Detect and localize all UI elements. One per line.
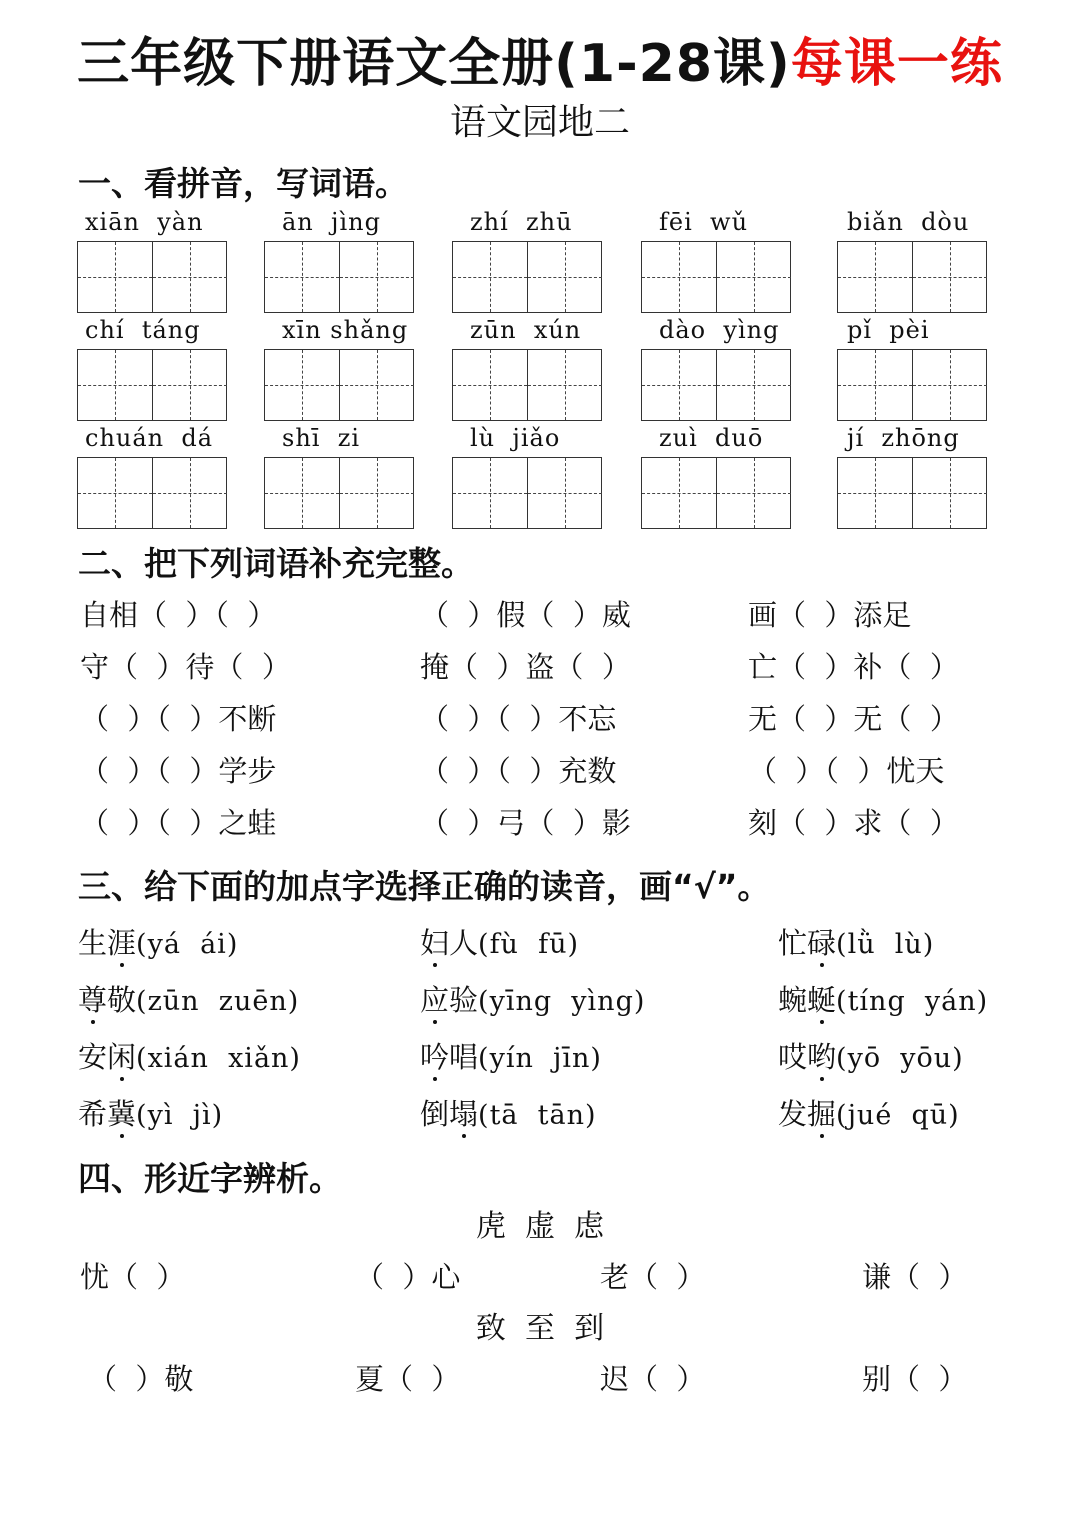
pinyin-options[interactable]: (xián xiǎn) [136, 1043, 301, 1074]
pinyin-prompt: zuì duō [659, 424, 764, 452]
writing-cell[interactable] [642, 242, 716, 312]
guide-line-horizontal [265, 493, 339, 494]
guide-line-horizontal [838, 493, 912, 494]
guide-line-horizontal [453, 277, 527, 278]
tianzige-writing-box[interactable] [641, 241, 791, 313]
guide-line-horizontal [453, 385, 527, 386]
tianzige-writing-box[interactable] [837, 241, 987, 313]
writing-cell[interactable] [453, 242, 527, 312]
pinyin-prompt: ān jìng [282, 208, 381, 236]
writing-cell[interactable] [78, 350, 152, 420]
writing-cell[interactable] [838, 350, 912, 420]
writing-cell[interactable] [912, 242, 987, 312]
pronunciation-item[interactable] [78, 1096, 223, 1134]
writing-cell[interactable] [527, 458, 602, 528]
guide-line-horizontal [78, 493, 152, 494]
page-subtitle: 语文园地二 [449, 102, 630, 143]
similar-char-fill[interactable]: 别（ ） [862, 1362, 968, 1396]
pronunciation-item[interactable] [778, 1039, 964, 1077]
guide-line-horizontal [153, 493, 227, 494]
guide-line-horizontal [340, 493, 414, 494]
writing-cell[interactable] [265, 350, 339, 420]
idiom-fill-item[interactable]: （ ）（ ）不断 [80, 702, 277, 736]
character: 敬 [107, 983, 137, 1017]
guide-line-horizontal [265, 385, 339, 386]
guide-line-horizontal [340, 277, 414, 278]
pronunciation-item[interactable] [420, 982, 645, 1020]
guide-line-horizontal [528, 385, 602, 386]
dotted-character: 尊 [78, 983, 108, 1017]
pinyin-options[interactable]: (jué qū) [836, 1100, 960, 1131]
character: 安 [78, 1040, 108, 1074]
tianzige-writing-box[interactable] [641, 349, 791, 421]
writing-cell[interactable] [78, 242, 152, 312]
dotted-character: 闲 [107, 1040, 137, 1074]
title-main: 三年级下册语文全册(1-28课) [77, 34, 791, 94]
pinyin-options[interactable]: (yá ái) [136, 929, 239, 960]
writing-cell[interactable] [78, 458, 152, 528]
pronunciation-item[interactable] [78, 925, 238, 963]
dotted-character: 哟 [807, 1040, 837, 1074]
idiom-fill-item[interactable]: 画（ ）添足 [748, 598, 912, 632]
pinyin-prompt: dào yìng [659, 316, 780, 344]
tianzige-writing-box[interactable] [641, 457, 791, 529]
pinyin-options[interactable]: (lǜ lù) [836, 929, 935, 960]
writing-cell[interactable] [716, 458, 791, 528]
character: 忙 [778, 926, 808, 960]
idiom-fill-item[interactable]: 掩（ ）盗（ ） [420, 650, 631, 684]
pinyin-options[interactable]: (zūn zuēn) [136, 986, 300, 1017]
pronunciation-item[interactable] [78, 1039, 301, 1077]
pinyin-options[interactable]: (tā tān) [478, 1100, 597, 1131]
pinyin-prompt: pǐ pèi [847, 316, 930, 344]
writing-cell[interactable] [716, 242, 791, 312]
guide-line-horizontal [838, 277, 912, 278]
writing-cell[interactable] [339, 242, 414, 312]
writing-cell[interactable] [642, 458, 716, 528]
tianzige-writing-box[interactable] [77, 241, 227, 313]
pinyin-prompt: zūn xún [470, 316, 582, 344]
guide-line-horizontal [153, 277, 227, 278]
writing-cell[interactable] [152, 350, 227, 420]
guide-line-horizontal [528, 277, 602, 278]
dotted-character: 掘 [807, 1097, 837, 1131]
writing-cell[interactable] [838, 242, 912, 312]
char-group-2: 致 至 到 [475, 1311, 605, 1346]
dotted-character: 妇 [420, 926, 450, 960]
pronunciation-item[interactable] [778, 925, 934, 963]
guide-line-horizontal [642, 493, 716, 494]
writing-cell[interactable] [912, 458, 987, 528]
guide-line-horizontal [528, 493, 602, 494]
character: 发 [778, 1097, 808, 1131]
similar-char-fill[interactable]: 谦（ ） [862, 1260, 968, 1294]
pronunciation-item[interactable] [778, 1096, 960, 1134]
guide-line-horizontal [453, 493, 527, 494]
tianzige-writing-box[interactable] [264, 241, 414, 313]
guide-line-horizontal [913, 277, 987, 278]
title-accent: 每课一练 [790, 34, 1003, 94]
pinyin-prompt: fēi wǔ [659, 208, 749, 236]
idiom-fill-item[interactable]: （ ）（ ）学步 [80, 754, 277, 788]
guide-line-horizontal [838, 385, 912, 386]
dotted-character: 冀 [107, 1097, 137, 1131]
pinyin-options[interactable]: (yín jīn) [478, 1043, 602, 1074]
similar-char-fill[interactable]: （ ）心 [355, 1260, 461, 1294]
character: 哎 [778, 1040, 808, 1074]
guide-line-horizontal [153, 385, 227, 386]
idiom-fill-item[interactable]: （ ）假（ ）威 [420, 598, 631, 632]
guide-line-horizontal [913, 385, 987, 386]
writing-cell[interactable] [642, 350, 716, 420]
section-4-heading: 四、形近字辨析。 [78, 1159, 342, 1198]
tianzige-writing-box[interactable] [837, 457, 987, 529]
writing-cell[interactable] [152, 458, 227, 528]
writing-cell[interactable] [838, 458, 912, 528]
guide-line-horizontal [717, 385, 791, 386]
guide-line-horizontal [717, 277, 791, 278]
writing-cell[interactable] [339, 350, 414, 420]
pronunciation-item[interactable] [78, 982, 299, 1020]
writing-cell[interactable] [453, 458, 527, 528]
character: 生 [78, 926, 108, 960]
writing-cell[interactable] [339, 458, 414, 528]
guide-line-horizontal [78, 277, 152, 278]
idiom-fill-item[interactable]: （ ）（ ）不忘 [420, 702, 617, 736]
pronunciation-item[interactable] [420, 1039, 602, 1077]
pinyin-prompt: biǎn dòu [847, 208, 970, 236]
pinyin-options[interactable]: (tíng yán) [836, 986, 989, 1017]
page-title [0, 28, 1080, 100]
guide-line-horizontal [913, 493, 987, 494]
writing-cell[interactable] [265, 242, 339, 312]
idiom-fill-item[interactable]: 刻（ ）求（ ） [748, 806, 959, 840]
similar-char-fill[interactable]: 迟（ ） [600, 1362, 706, 1396]
idiom-fill-item[interactable]: （ ）（ ）充数 [420, 754, 617, 788]
section-1-heading: 一、看拼音，写词语。 [78, 164, 408, 203]
guide-line-horizontal [265, 277, 339, 278]
tianzige-writing-box[interactable] [837, 349, 987, 421]
pinyin-options[interactable]: (yō yōu) [836, 1043, 964, 1074]
pronunciation-item[interactable] [778, 982, 988, 1020]
writing-cell[interactable] [716, 350, 791, 420]
idiom-fill-item[interactable]: 亡（ ）补（ ） [748, 650, 959, 684]
character: 蜿 [778, 983, 808, 1017]
dotted-character: 涯 [107, 926, 137, 960]
writing-cell[interactable] [265, 458, 339, 528]
tianzige-writing-box[interactable] [264, 457, 414, 529]
idiom-fill-item[interactable]: （ ）（ ）忧天 [748, 754, 945, 788]
writing-cell[interactable] [453, 350, 527, 420]
tianzige-writing-box[interactable] [77, 457, 227, 529]
tianzige-writing-box[interactable] [452, 457, 602, 529]
pinyin-prompt: zhí zhū [470, 208, 573, 236]
pinyin-prompt: jí zhōng [847, 424, 960, 452]
pinyin-options[interactable]: (yīng yìng) [478, 986, 646, 1017]
guide-line-horizontal [717, 493, 791, 494]
character: 验 [449, 983, 479, 1017]
idiom-fill-item[interactable]: （ ）弓（ ）影 [420, 806, 631, 840]
guide-line-horizontal [642, 277, 716, 278]
tianzige-writing-box[interactable] [452, 349, 602, 421]
guide-line-horizontal [78, 385, 152, 386]
char-group-1: 虎 虚 虑 [475, 1209, 605, 1244]
idiom-fill-item[interactable]: （ ）（ ）之蛙 [80, 806, 277, 840]
writing-cell[interactable] [912, 350, 987, 420]
writing-cell[interactable] [527, 242, 602, 312]
similar-char-fill[interactable]: 忧（ ） [80, 1260, 186, 1294]
pinyin-prompt: chí táng [85, 316, 201, 344]
dotted-character: 吟 [420, 1040, 450, 1074]
similar-char-fill[interactable]: （ ）敬 [88, 1362, 194, 1396]
pinyin-options[interactable]: (yì jì) [136, 1100, 224, 1131]
pronunciation-item[interactable] [420, 1096, 597, 1134]
writing-cell[interactable] [527, 350, 602, 420]
dotted-character: 碌 [807, 926, 837, 960]
pinyin-prompt: chuán dá [85, 424, 214, 452]
tianzige-writing-box[interactable] [264, 349, 414, 421]
idiom-fill-item[interactable]: 无（ ）无（ ） [748, 702, 959, 736]
section-3-heading: 三、给下面的加点字选择正确的读音，画“√”。 [78, 867, 771, 906]
similar-char-fill[interactable]: 夏（ ） [355, 1362, 461, 1396]
character: 唱 [449, 1040, 479, 1074]
pinyin-prompt: shī zi [282, 424, 361, 452]
dotted-character: 塌 [449, 1097, 479, 1131]
idiom-fill-item[interactable]: 自相（ ）（ ） [80, 598, 277, 632]
writing-cell[interactable] [152, 242, 227, 312]
guide-line-horizontal [340, 385, 414, 386]
section-2-heading: 二、把下列词语补充完整。 [78, 544, 474, 583]
character: 人 [449, 926, 479, 960]
dotted-character: 应 [420, 983, 450, 1017]
pinyin-prompt: lù jiǎo [470, 424, 561, 452]
pinyin-options[interactable]: (fù fū) [478, 929, 580, 960]
guide-line-horizontal [642, 385, 716, 386]
idiom-fill-item[interactable]: 守（ ）待（ ） [80, 650, 291, 684]
character: 倒 [420, 1097, 450, 1131]
character: 希 [78, 1097, 108, 1131]
pronunciation-item[interactable] [420, 925, 579, 963]
pinyin-prompt: xīn shǎng [282, 316, 409, 344]
tianzige-writing-box[interactable] [77, 349, 227, 421]
pinyin-prompt: xiān yàn [85, 208, 204, 236]
dotted-character: 蜒 [807, 983, 837, 1017]
tianzige-writing-box[interactable] [452, 241, 602, 313]
similar-char-fill[interactable]: 老（ ） [600, 1260, 706, 1294]
